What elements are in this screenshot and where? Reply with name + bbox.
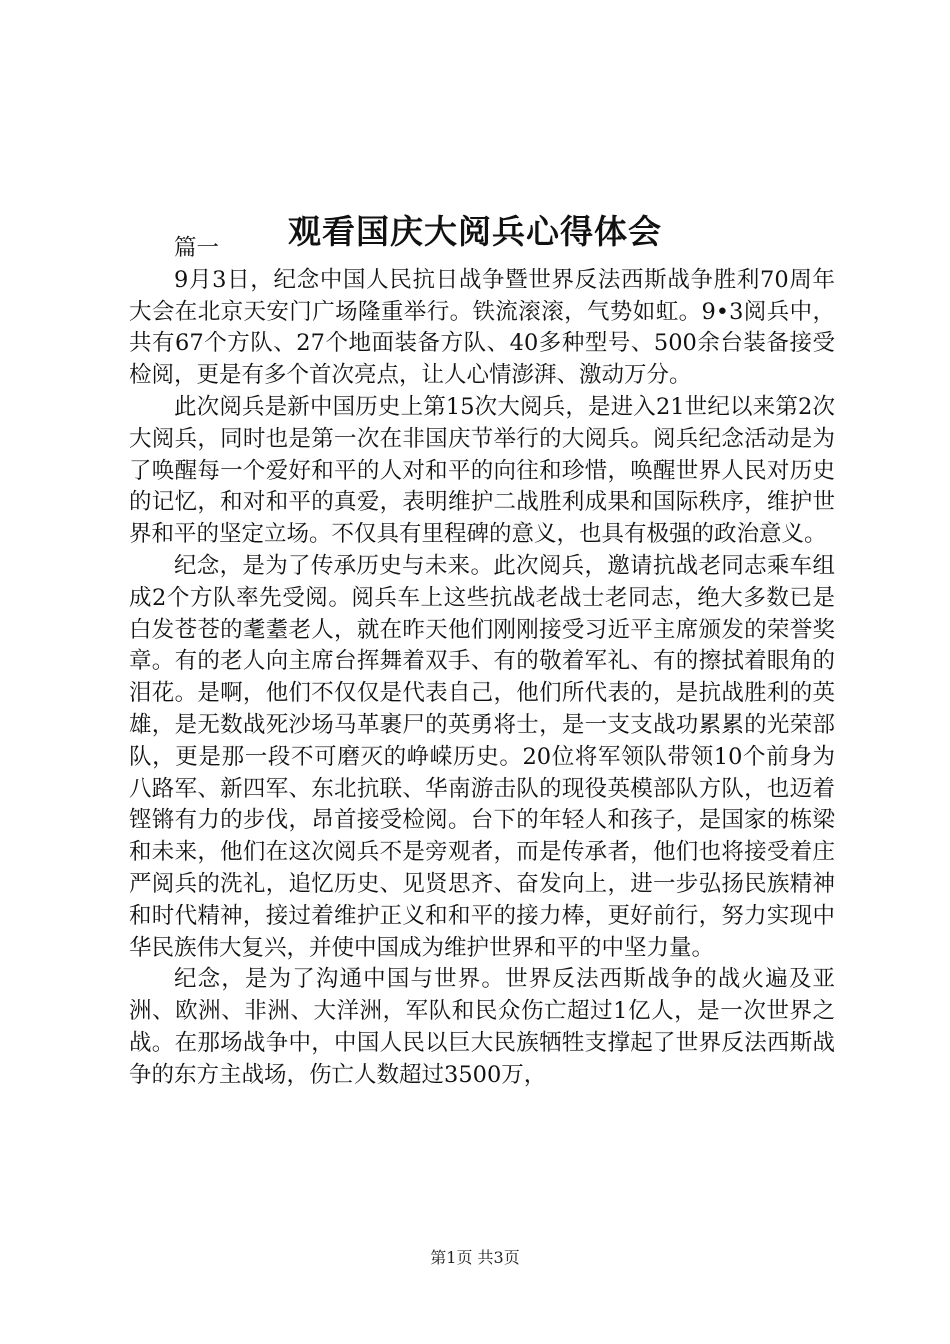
document-body [129, 233, 835, 1092]
document-title: 观看国庆大阅兵心得体会 [288, 212, 662, 252]
paragraph-3: 纪念，是为了传承历史与未来。此次阅兵，邀请抗战老同志乘车组成2个方队率先受阅。阅兵车上这些抗战老战士老同志，绝大多数已是白发苍苍的耄耋老人，就在昨天他们刚刚接受习近平主席颁发的荣誉奖章。有的老人向主席台挥舞着双手、有的敬着军礼、有的擦拭着眼角的泪花。是啊，他们不仅仅是代表自己，他们所代表的，是抗战胜利的英雄，是无数战死沙场马革裹尸的英勇将士，是一支支战功累累的光荣部队，更是那一段不可磨灭的峥嵘历史。20位将军领队带领10个前身为八路军、新四军、东北抗联、华南游击队的现役英模部队方队，也迈着铿锵有力的步伐，昂首接受检阅。台下的年轻人和孩子，是国家的栋梁和未来，他们在这次阅兵不是旁观者，而是传承者，他们也将接受着庄严阅兵的洗礼，追忆历史、见贤思齐、奋发向上，进一步弘扬民族精神和时代精神，接过着维护正义和和平的接力棒，更好前行，努力实现中华民族伟大复兴，并使中国成为维护世界和平的中坚力量。 [129, 552, 835, 961]
page-footer: 第1页 共3页 [430, 1248, 520, 1267]
paragraph-2: 此次阅兵是新中国历史上第15次大阅兵，是进入21世纪以来第2次大阅兵，同时也是第一次在非国庆节举行的大阅兵。阅兵纪念活动是为了唤醒每一个爱好和平的人对和平的向往和珍惜，唤醒世界人民对历史的记忆，和对和平的真爱，表明维护二战胜利成果和国际秩序，维护世界和平的坚定立场。不仅具有里程碑的意义，也具有极强的政治意义。 [129, 393, 835, 548]
paragraph-1: 9月3日，纪念中国人民抗日战争暨世界反法西斯战争胜利70周年大会在北京天安门广场隆重举行。铁流滚滚，气势如虹。9•3阅兵中，共有67个方队、27个地面装备方队、40多种型号、500余台装备接受检阅，更是有多个首次亮点，让人心情澎湃、激动万分。 [129, 266, 835, 389]
section-label: 篇一 [174, 235, 220, 261]
paragraph-4: 纪念，是为了沟通中国与世界。世界反法西斯战争的战火遍及亚洲、欧洲、非洲、大洋洲，军队和民众伤亡超过1亿人，是一次世界之战。在那场战争中，中国人民以巨大民族牺牲支撑起了世界反法西斯战争的东方主战场，伤亡人数超过3500万， [129, 966, 835, 1088]
